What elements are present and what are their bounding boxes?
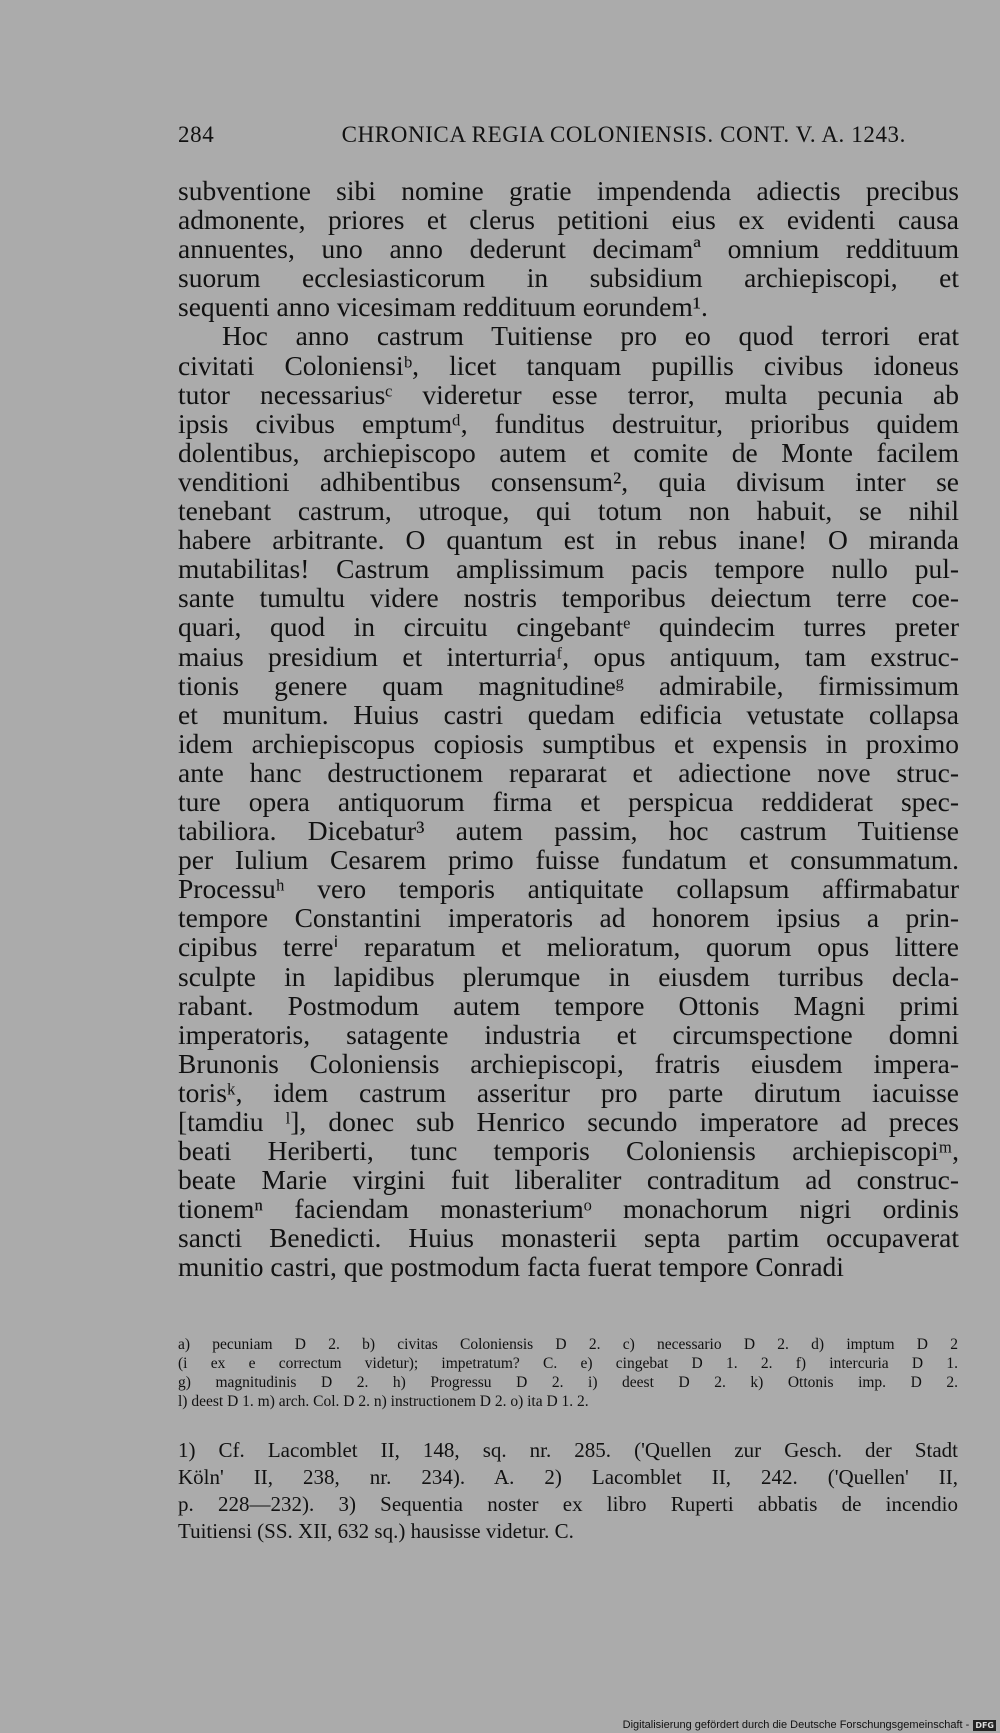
text-line: per Iulium Cesarem primo fuisse fundatum et consummatum. xyxy=(178,844,959,876)
text-line: tionemⁿ faciendam monasteriumᵒ monachorum nigri ordinis xyxy=(178,1193,959,1225)
text-line: mutabilitas! Castrum amplissimum pacis tempore nullo pul- xyxy=(178,553,959,585)
critical-note-line: a) pecuniam D 2. b) civitas Coloniensis D 2. c) necessario D 2. d) imptum D 2 xyxy=(178,1336,958,1353)
text-line: subventione sibi nomine gratie impendenda adiectis precibus xyxy=(178,175,959,206)
credit-text: Digitalisierung gefördert durch die Deutsche Forschungsgemeinschaft - xyxy=(622,1719,970,1731)
source-footnotes xyxy=(178,1437,958,1545)
text-line: ante hanc destructionem repararat et adiectione nove struc- xyxy=(178,756,959,788)
text-line: imperatoris, satagente industria et circumspectione domni xyxy=(178,1018,959,1050)
text-line: admonente, priores et clerus petitioni eius ex evidenti causa xyxy=(178,204,959,236)
text-line: civitati Coloniensiᵇ, licet tanquam pupillis civibus idoneus xyxy=(178,349,959,381)
text-line: Hoc anno castrum Tuitiense pro eo quod terrori erat xyxy=(222,320,959,352)
text-line: tenebant castrum, utroque, qui totum non habuit, se nihil xyxy=(178,495,959,527)
text-line: munitio castri, que postmodum facta fuerat tempore Conradi xyxy=(178,1251,844,1283)
digitization-credit xyxy=(623,1719,996,1731)
text-line: beati Heriberti, tunc temporis Coloniensis archiepiscopiᵐ, xyxy=(178,1135,959,1167)
source-note-line: Tuitiensi (SS. XII, 632 sq.) hausisse videtur. C. xyxy=(178,1519,574,1543)
page-number: 284 xyxy=(178,122,215,147)
critical-note-line: (i ex e correctum videtur); impetratum? C. e) cingebat D 1. 2. f) intercuria D 1. xyxy=(178,1355,958,1372)
critical-note-line: g) magnitudinis D 2. h) Progressu D 2. i) deest D 2. k) Ottonis imp. D 2. xyxy=(178,1374,958,1391)
dfg-logo: DFG xyxy=(975,1720,994,1730)
text-line: quari, quod in circuitu cingebantᵉ quindecim turres preter xyxy=(178,611,959,643)
text-line: suorum ecclesiasticorum in subsidium archiepiscopi, et xyxy=(178,262,959,294)
text-line: sancti Benedicti. Huius monasterii septa partim occupaverat xyxy=(178,1222,959,1254)
text-line: tempore Constantini imperatoris ad honorem ipsius a prin- xyxy=(178,902,959,934)
text-line: tutor necessariusᶜ videretur esse terror, multa pecunia ab xyxy=(178,378,959,410)
text-line: habere arbitrante. O quantum est in rebus inane! O miranda xyxy=(178,524,959,556)
text-line: beate Marie virgini fuit liberaliter contraditum ad construc- xyxy=(178,1164,959,1196)
running-title: CHRONICA REGIA COLONIENSIS. CONT. V. A. 1243. xyxy=(341,122,906,147)
text-line: Processuʰ vero temporis antiquitate collapsum affirmabatur xyxy=(178,873,959,905)
text-line: dolentibus, archiepiscopo autem et comite de Monte facilem xyxy=(178,436,959,468)
text-line: et munitum. Huius castri quedam edificia vetustate collapsa xyxy=(178,698,959,730)
main-text xyxy=(178,176,959,1282)
text-line: venditioni adhibentibus consensum², quia divisum inter se xyxy=(178,465,959,497)
text-line: tabiliora. Dicebatur³ autem passim, hoc castrum Tuitiense xyxy=(178,815,959,847)
text-line: [tamdiu ˡ], donec sub Henrico secundo imperatore ad preces xyxy=(178,1106,959,1137)
text-line: cipibus terreⁱ reparatum et melioratum, quorum opus littere xyxy=(178,931,959,963)
critical-note-line: l) deest D 1. m) arch. Col. D 2. n) instructionem D 2. o) ita D 1. 2. xyxy=(178,1393,589,1410)
text-line: sculpte in lapidibus plerumque in eiusdem turribus decla- xyxy=(178,960,959,992)
text-line: maius presidium et interturriaᶠ, opus antiquum, tam exstruc- xyxy=(178,640,959,672)
text-line: sequenti anno vicesimam reddituum eorundem¹. xyxy=(178,291,708,323)
text-line: ipsis civibus emptumᵈ, funditus destruitur, prioribus quidem xyxy=(178,407,959,439)
source-note-line: Köln' II, 238, nr. 234). A. 2) Lacomblet II, 242. ('Quellen' II, xyxy=(178,1465,958,1489)
text-line: tionis genere quam magnitudineᵍ admirabile, firmissimum xyxy=(178,669,959,701)
text-line: torisᵏ, idem castrum asseritur pro parte dirutum iacuisse xyxy=(178,1076,959,1108)
source-note-line: 1) Cf. Lacomblet II, 148, sq. nr. 285. ('Quellen zur Gesch. der Stadt xyxy=(178,1438,958,1462)
source-note-line: p. 228—232). 3) Sequentia noster ex libro Ruperti abbatis de incendio xyxy=(178,1492,958,1516)
critical-apparatus xyxy=(178,1335,958,1411)
running-header xyxy=(178,122,906,148)
text-line: idem archiepiscopus copiosis sumptibus et expensis in proximo xyxy=(178,727,959,759)
text-line: annuentes, uno anno dederunt decimamª omnium reddituum xyxy=(178,233,959,265)
text-line: sante tumultu videre nostris temporibus deiectum terre coe- xyxy=(178,582,959,614)
text-line: rabant. Postmodum autem tempore Ottonis Magni primi xyxy=(178,989,959,1021)
text-line: ture opera antiquorum firma et perspicua reddiderat spec- xyxy=(178,785,959,817)
text-line: Brunonis Coloniensis archiepiscopi, fratris eiusdem impera- xyxy=(178,1047,959,1079)
